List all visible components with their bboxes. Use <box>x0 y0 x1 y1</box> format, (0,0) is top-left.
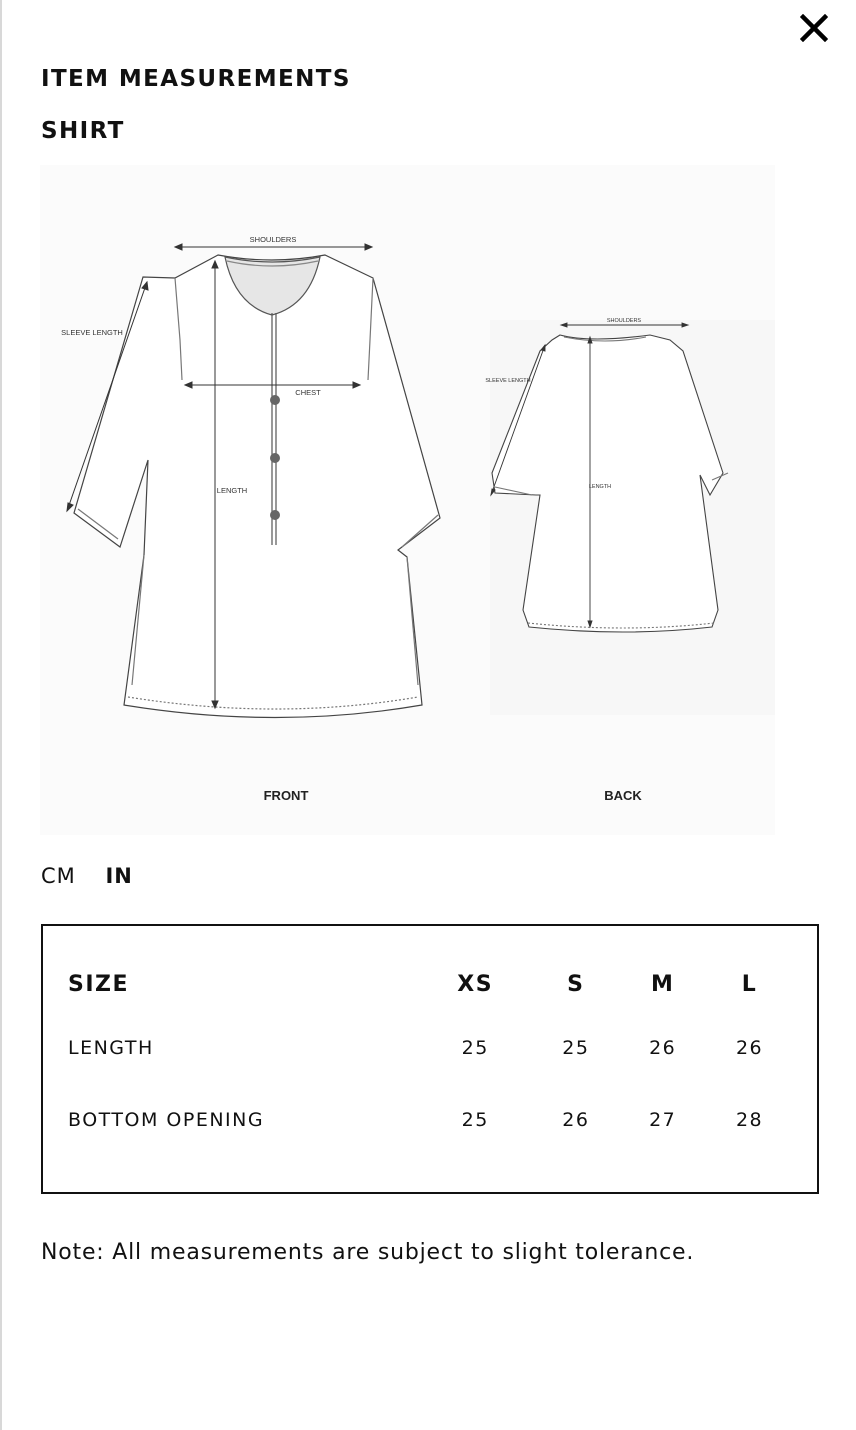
back-length-label: LENGTH <box>588 484 612 490</box>
table-row <box>68 1012 793 1084</box>
size-chart <box>41 924 819 1194</box>
back-sleeve-length-label: SLEEVE LENGTH <box>485 378 531 384</box>
size-header-l: L <box>741 971 758 997</box>
length-xs: 25 <box>461 1037 489 1059</box>
unit-cm-option[interactable]: CM <box>41 864 76 888</box>
front-length-label: LENGTH <box>216 486 248 495</box>
measurement-diagram <box>40 165 775 835</box>
close-button[interactable] <box>796 10 832 46</box>
bottom-opening-l: 28 <box>735 1109 764 1131</box>
row-label-bottom-opening: BOTTOM OPENING <box>68 1109 265 1131</box>
bottom-opening-xs: 25 <box>461 1109 489 1131</box>
back-caption: BACK <box>604 788 642 803</box>
length-l: 26 <box>735 1037 764 1059</box>
size-header-xs: XS <box>457 971 494 997</box>
bottom-opening-s: 26 <box>562 1109 590 1131</box>
size-header-row <box>68 956 793 1012</box>
size-header-m: M <box>650 971 675 997</box>
size-header-label: SIZE <box>68 971 130 997</box>
length-m: 26 <box>649 1037 677 1059</box>
front-chest-label: CHEST <box>295 388 321 397</box>
table-row <box>68 1084 793 1156</box>
row-label-length: LENGTH <box>68 1037 154 1059</box>
modal-title: ITEM MEASUREMENTS <box>41 66 351 92</box>
unit-in-option[interactable]: IN <box>105 864 133 888</box>
size-header-s: S <box>567 971 585 997</box>
unit-toggle <box>41 864 133 888</box>
front-shoulders-label: SHOULDERS <box>249 235 297 244</box>
front-caption: FRONT <box>263 788 309 803</box>
product-type-heading: SHIRT <box>41 118 125 144</box>
back-shoulders-label: SHOULDERS <box>606 318 642 324</box>
modal-left-edge <box>0 0 2 1430</box>
close-icon <box>800 14 828 42</box>
length-s: 25 <box>562 1037 590 1059</box>
bottom-opening-m: 27 <box>649 1109 677 1131</box>
tolerance-note: Note: All measurements are subject to slight tolerance. <box>41 1240 695 1265</box>
front-sleeve-length-label: SLEEVE LENGTH <box>61 328 123 337</box>
size-table <box>68 956 793 1156</box>
